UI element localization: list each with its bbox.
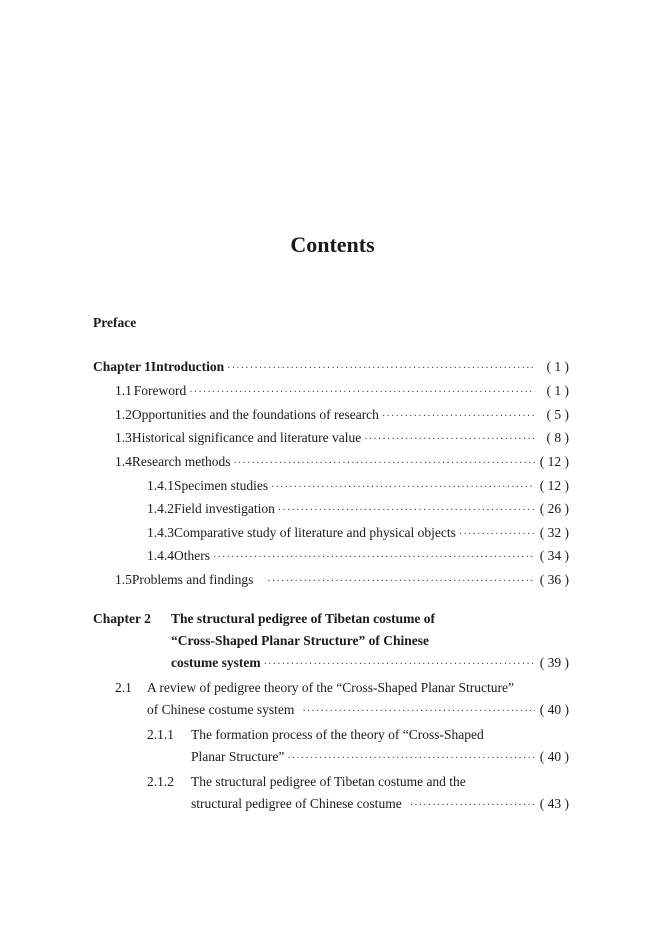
section-number: 1.4.3	[147, 525, 174, 540]
section-title: of Chinese costume system	[147, 702, 295, 717]
page-number: ( 8 )	[546, 430, 569, 445]
section-title: Foreword	[133, 383, 187, 398]
toc-section-1-4-1[interactable]	[147, 477, 569, 495]
page-number: ( 26 )	[539, 501, 569, 516]
section-number: 2.1.1	[147, 727, 174, 742]
section-number: 2.1.2	[147, 774, 174, 789]
toc-section-1-5[interactable]	[115, 571, 569, 589]
chapter-number: Chapter 1	[93, 359, 151, 374]
page-number: ( 1 )	[546, 383, 569, 398]
section-title: Research methods	[131, 454, 231, 469]
toc-section-2-1-1-line-2[interactable]	[191, 748, 569, 766]
chapter-title: Introduction	[150, 359, 225, 374]
dot-leader	[264, 656, 535, 674]
dot-leader	[213, 549, 535, 567]
toc-section-1-3[interactable]	[115, 429, 569, 447]
section-number: 1.4	[115, 454, 132, 469]
toc-section-1-4-4[interactable]	[147, 547, 569, 565]
section-number: 2.1	[115, 680, 132, 695]
page-number: ( 36 )	[539, 572, 569, 587]
section-number: 1.1	[115, 383, 132, 398]
toc-chapter-2-line-1[interactable]	[93, 610, 435, 628]
chapter-title: The structural pedigree of Tibetan costume of	[171, 611, 435, 626]
dot-leader	[382, 408, 535, 426]
toc-section-2-1-1-line-1[interactable]	[147, 726, 484, 744]
toc-section-2-1-line-1[interactable]	[115, 679, 514, 697]
page-number: ( 40 )	[539, 749, 569, 764]
section-title: The structural pedigree of Tibetan costume and the	[191, 774, 466, 789]
toc-chapter-2-line-2	[171, 632, 429, 650]
chapter-title: costume system	[171, 655, 261, 670]
toc-section-1-4[interactable]	[115, 453, 569, 471]
section-title: A review of pedigree theory of the “Cross-Shaped Planar Structure”	[147, 680, 515, 695]
dot-leader	[459, 526, 535, 544]
page-number: ( 5 )	[546, 407, 569, 422]
page-number: ( 43 )	[539, 796, 569, 811]
chapter-title: “Cross-Shaped Planar Structure” of Chinese	[171, 633, 430, 648]
dot-leader	[189, 384, 535, 402]
section-number: 1.4.4	[147, 548, 174, 563]
section-number: 1.4.1	[147, 478, 174, 493]
page-number: ( 12 )	[539, 454, 569, 469]
section-title: structural pedigree of Chinese costume	[191, 796, 402, 811]
toc-section-1-4-2[interactable]	[147, 500, 569, 518]
chapter-number: Chapter 2	[93, 611, 151, 626]
dot-leader	[410, 797, 535, 815]
dot-leader	[271, 479, 535, 497]
dot-leader	[233, 455, 535, 473]
page-number: ( 32 )	[539, 525, 569, 540]
section-title: Field investigation	[174, 501, 275, 516]
toc-section-1-2[interactable]	[115, 406, 569, 424]
page-number: ( 34 )	[539, 548, 569, 563]
toc-preface: Preface	[93, 315, 137, 330]
toc-section-1-4-3[interactable]	[147, 524, 569, 542]
section-number: 1.5	[115, 572, 132, 587]
dot-leader	[278, 502, 535, 520]
section-title: Problems and findings	[131, 572, 254, 587]
section-title: Historical significance and literature value	[131, 430, 362, 445]
toc-chapter-2-line-3[interactable]	[171, 654, 569, 672]
section-number: 1.4.2	[147, 501, 174, 516]
page-title: Contents	[290, 232, 375, 257]
toc-section-2-1-line-2[interactable]	[147, 701, 569, 719]
dot-leader	[227, 360, 535, 378]
dot-leader	[267, 573, 535, 591]
page-number: ( 40 )	[539, 702, 569, 717]
section-title: Comparative study of literature and physical objects	[174, 525, 456, 540]
section-title: Specimen studies	[174, 478, 269, 493]
dot-leader	[287, 750, 535, 768]
section-number: 1.3	[115, 430, 132, 445]
section-title: The formation process of the theory of “Cross-Shaped	[191, 727, 484, 742]
toc-chapter-1[interactable]	[93, 358, 569, 376]
section-title: Planar Structure”	[191, 749, 285, 764]
page-number: ( 1 )	[546, 359, 569, 374]
toc-section-2-1-2-line-1[interactable]	[147, 773, 466, 791]
toc-section-2-1-2-line-2[interactable]	[191, 795, 569, 813]
section-title: Opportunities and the foundations of research	[131, 407, 379, 422]
page-number: ( 12 )	[539, 478, 569, 493]
dot-leader	[302, 703, 535, 721]
page-number: ( 39 )	[539, 655, 569, 670]
section-title: Others	[174, 548, 210, 563]
toc-section-1-1[interactable]	[115, 382, 569, 400]
dot-leader	[364, 431, 535, 449]
section-number: 1.2	[115, 407, 132, 422]
